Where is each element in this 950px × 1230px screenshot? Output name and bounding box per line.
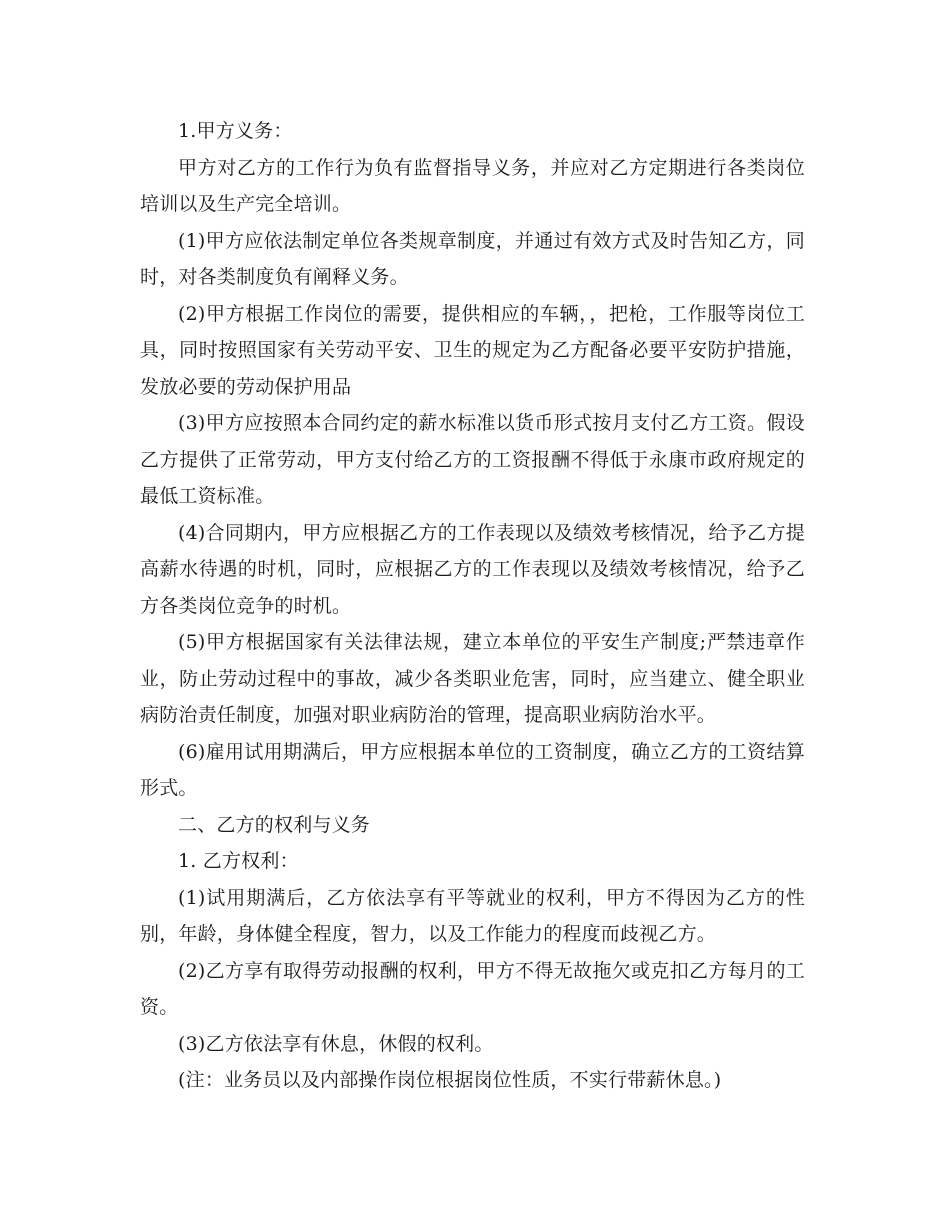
right-1-equal-employment: (1)试用期满后，乙方依法享有平等就业的权利，甲方不得因为乙方的性别，年龄，身体健全程度，智力，以及工作能力的程度而歧视乙方。 bbox=[140, 886, 805, 945]
clause-6-settlement: (6)雇用试用期满后，甲方应根据本单位的工资制度，确立乙方的工资结算形式。 bbox=[140, 740, 805, 799]
section-heading-party-b: 二、乙方的权利与义务 bbox=[178, 813, 371, 836]
right-3-rest: (3)乙方依法享有休息，休假的权利。 bbox=[178, 1032, 494, 1055]
subheading-party-b-rights: 1. 乙方权利： bbox=[178, 850, 299, 872]
clause-4-promotion: (4)合同期内，甲方应根据乙方的工作表现以及绩效考核情况，给予乙方提高薪水待遇的时机，同时，应根据乙方的工作表现以及绩效考核情况，给予乙方各类岗位竞争的时机。 bbox=[140, 521, 805, 617]
right-2-remuneration: (2)乙方享有取得劳动报酬的权利，甲方不得无故拖欠或克扣乙方每月的工资。 bbox=[140, 959, 805, 1018]
clause-3-wages: (3)甲方应按照本合同约定的薪水标准以货币形式按月支付乙方工资。假设乙方提供了正常劳动，甲方支付给乙方的工资报酬不得低于永康市政府规定的最低工资标准。 bbox=[140, 412, 805, 507]
clause-1-rules: (1)甲方应依法制定单位各类规章制度，并通过有效方式及时告知乙方，同时，对各类制度负有阐释义务。 bbox=[140, 229, 805, 288]
clause-2-equipment: (2)甲方根据工作岗位的需要，提供相应的车辆，，把枪，工作服等岗位工具，同时按照国家有关劳动平安、卫生的规定为乙方配备必要平安防护措施，发放必要的劳动保护用品 bbox=[140, 302, 805, 398]
paragraph-supervision-duty: 甲方对乙方的工作行为负有监督指导义务，并应对乙方定期进行各类岗位培训以及生产完全培训。 bbox=[140, 156, 805, 215]
document-body bbox=[140, 113, 805, 1099]
section-heading-party-a-obligations: 1.甲方义务： bbox=[178, 120, 293, 142]
note-paid-rest: (注：业务员以及内部操作岗位根据岗位性质，不实行带薪休息。) bbox=[178, 1069, 722, 1091]
clause-5-safety: (5)甲方根据国家有关法律法规，建立本单位的平安生产制度;严禁违章作业，防止劳动过程中的事故，减少各类职业危害，同时，应当建立、健全职业病防治责任制度，加强对职业病防治的管理，提高职业病防治水平。 bbox=[140, 631, 805, 726]
